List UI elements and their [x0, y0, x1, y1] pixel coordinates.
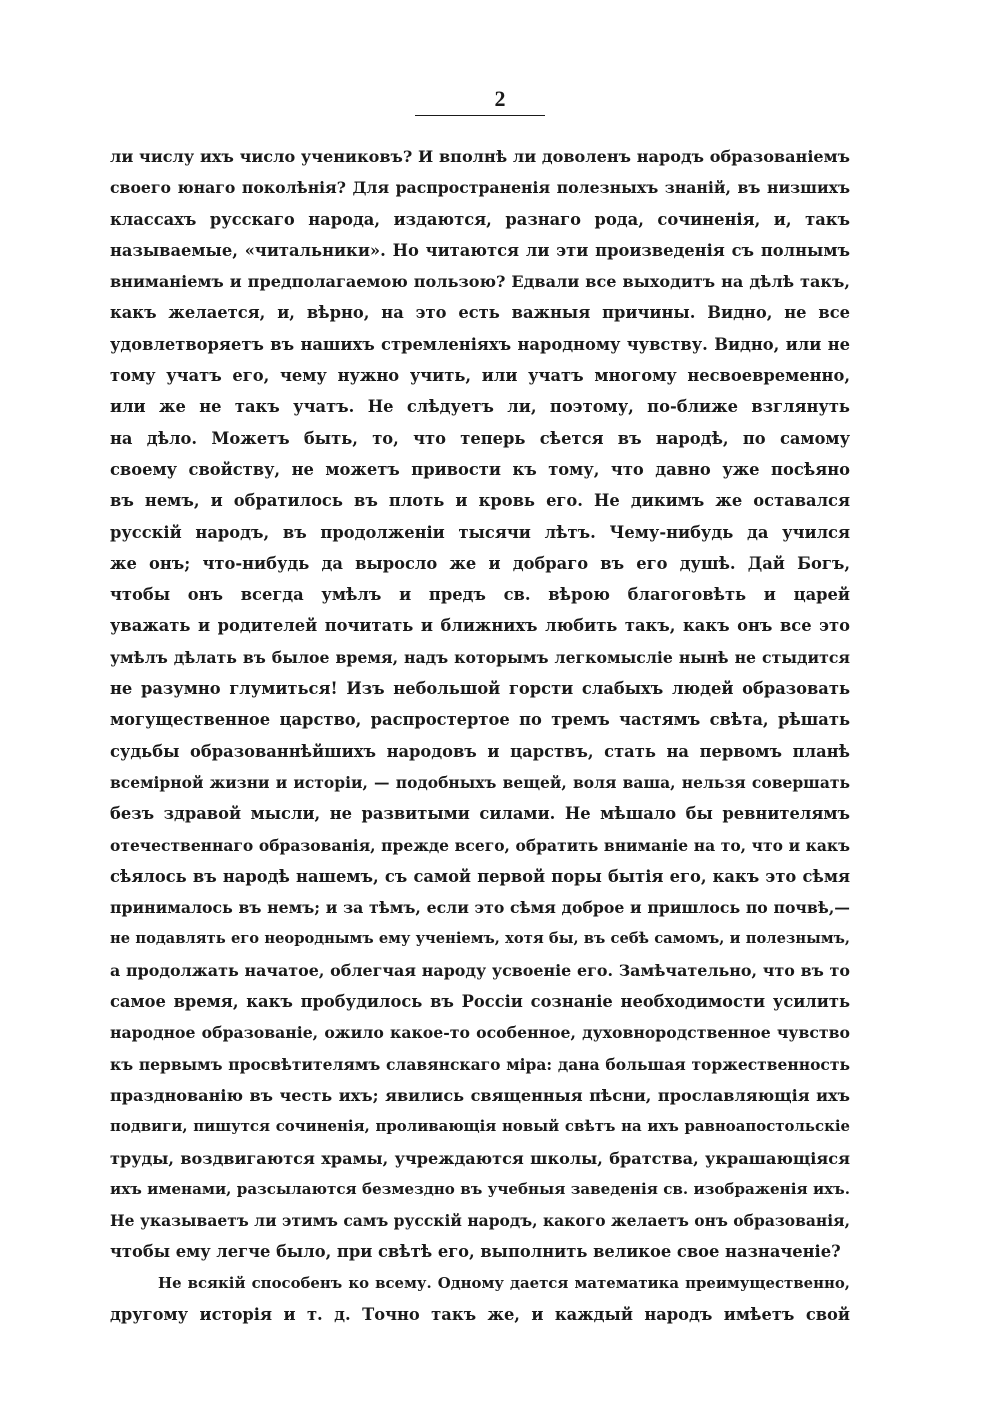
text-line: въ немъ, и обратилось въ плоть и кровь его. Не дикимъ же оставался [110, 491, 850, 511]
text-line: отечественнаго образованія, прежде всего, обратить вниманіе на то, что и какъ [110, 835, 850, 855]
text-line: къ первымъ просвѣтителямъ славянскаго міра: дана большая торжественность [110, 1054, 850, 1074]
text-line: чтобы онъ всегда умѣлъ и предъ св. вѣрою благоговѣть и царей [110, 585, 850, 605]
paragraph-2 [110, 1268, 850, 1331]
text-line: же онъ; что-нибудь да выросло же и добраго въ его душѣ. Дай Богъ, [110, 553, 850, 573]
text-line: сѣялось въ народѣ нашемъ, съ самой первой поры бытія его, какъ это сѣмя [110, 866, 850, 886]
text-line: могущественное царство, распростертое по тремъ частямъ свѣта, рѣшать [110, 710, 850, 730]
text-line: безъ здравой мысли, не развитыми силами. Не мѣшало бы ревнителямъ [110, 804, 850, 824]
page-number: 2 [494, 86, 506, 111]
text-line: Не указываетъ ли этимъ самъ русскій народъ, какого желаетъ онъ образованія, [110, 1211, 850, 1231]
text-line: а продолжать начатое, облегчая народу усвоеніе его. Замѣчательно, что въ то [110, 960, 850, 980]
text-line: труды, воздвигаются храмы, учреждаются школы, братства, украшающіяся [110, 1148, 850, 1168]
text-line: удовлетворяетъ въ нашихъ стремленіяхъ народному чувству. Видно, или не [110, 334, 850, 354]
text-line: принималось въ немъ; и за тѣмъ, если это сѣмя доброе и пришлось по почвѣ,— [110, 898, 850, 918]
text-line: народное образованіе, ожило какое-то особенное, духовнородственное чувство [110, 1023, 850, 1043]
text-line: своему свойству, не можетъ привости къ тому, что давно уже посѣяно [110, 459, 850, 479]
text-line: не разумно глумиться! Изъ небольшой горсти слабыхъ людей образовать [110, 679, 850, 699]
text-line: умѣлъ дѣлать въ былое время, надъ которымъ легкомысліе нынѣ не стыдится [110, 647, 850, 667]
page-number-rule [415, 115, 545, 116]
paragraph-1 [110, 141, 850, 1268]
text-line: Не всякій способенъ ко всему. Одному дается математика преимущественно, [158, 1273, 850, 1292]
text-line: или же не такъ учатъ. Не слѣдуетъ ли, поэтому, по-ближе взглянуть [110, 397, 850, 417]
text-line: не подавлять его неороднымъ ему ученіемъ, хотя бы, въ себѣ самомъ, и полезнымъ, [110, 930, 850, 948]
body-text [110, 141, 850, 1330]
text-line: празднованію въ честь ихъ; явились священныя пѣсни, прославляющія ихъ [110, 1085, 850, 1105]
text-line: ихъ именами, разсылаются безмездно въ учебныя заведенія св. изображенія ихъ. [110, 1179, 850, 1198]
text-line: своего юнаго поколѣнія? Для распространенія полезныхъ знаній, въ низшихъ [110, 178, 850, 198]
text-line: классахъ русскаго народа, издаются, разнаго рода, сочиненія, и, такъ [110, 209, 850, 229]
text-line: самое время, какъ пробудилось въ Россіи сознаніе необходимости усилить [110, 992, 850, 1012]
text-line: какъ желается, и, вѣрно, на это есть важныя причины. Видно, не все [110, 303, 850, 323]
text-line: уважать и родителей почитать и ближнихъ любить такъ, какъ онъ все это [110, 616, 850, 636]
text-line: подвиги, пишутся сочиненія, проливающія новый свѣтъ на ихъ равноапостольскіе [110, 1117, 850, 1136]
text-line: тому учатъ его, чему нужно учить, или учатъ многому несвоевременно, [110, 366, 850, 386]
text-line: на дѣло. Можетъ быть, то, что теперь сѣется въ народѣ, по самому [110, 428, 850, 448]
text-line: всемірной жизни и исторіи, — подобныхъ вещей, воля ваша, нельзя совершать [110, 772, 850, 792]
text-line: ли числу ихъ число учениковъ? И вполнѣ ли доволенъ народъ образованіемъ [110, 147, 850, 166]
text-line: вниманіемъ и предполагаемою пользою? Едвали все выходитъ на дѣлѣ такъ, [110, 272, 850, 292]
text-line: другому исторія и т. д. Точно такъ же, и каждый народъ имѣетъ свой [110, 1304, 850, 1324]
text-line: чтобы ему легче было, при свѣтѣ его, выполнить великое свое назначеніе? [110, 1242, 841, 1262]
page-header [0, 86, 1000, 112]
text-line: судьбы образованнѣйшихъ народовъ и царствъ, стать на первомъ планѣ [110, 741, 850, 761]
text-line: называемые, «читальники». Но читаются ли эти произведенія съ полнымъ [110, 240, 850, 260]
text-line: русскій народъ, въ продолженіи тысячи лѣтъ. Чему-нибудь да учился [110, 522, 850, 542]
